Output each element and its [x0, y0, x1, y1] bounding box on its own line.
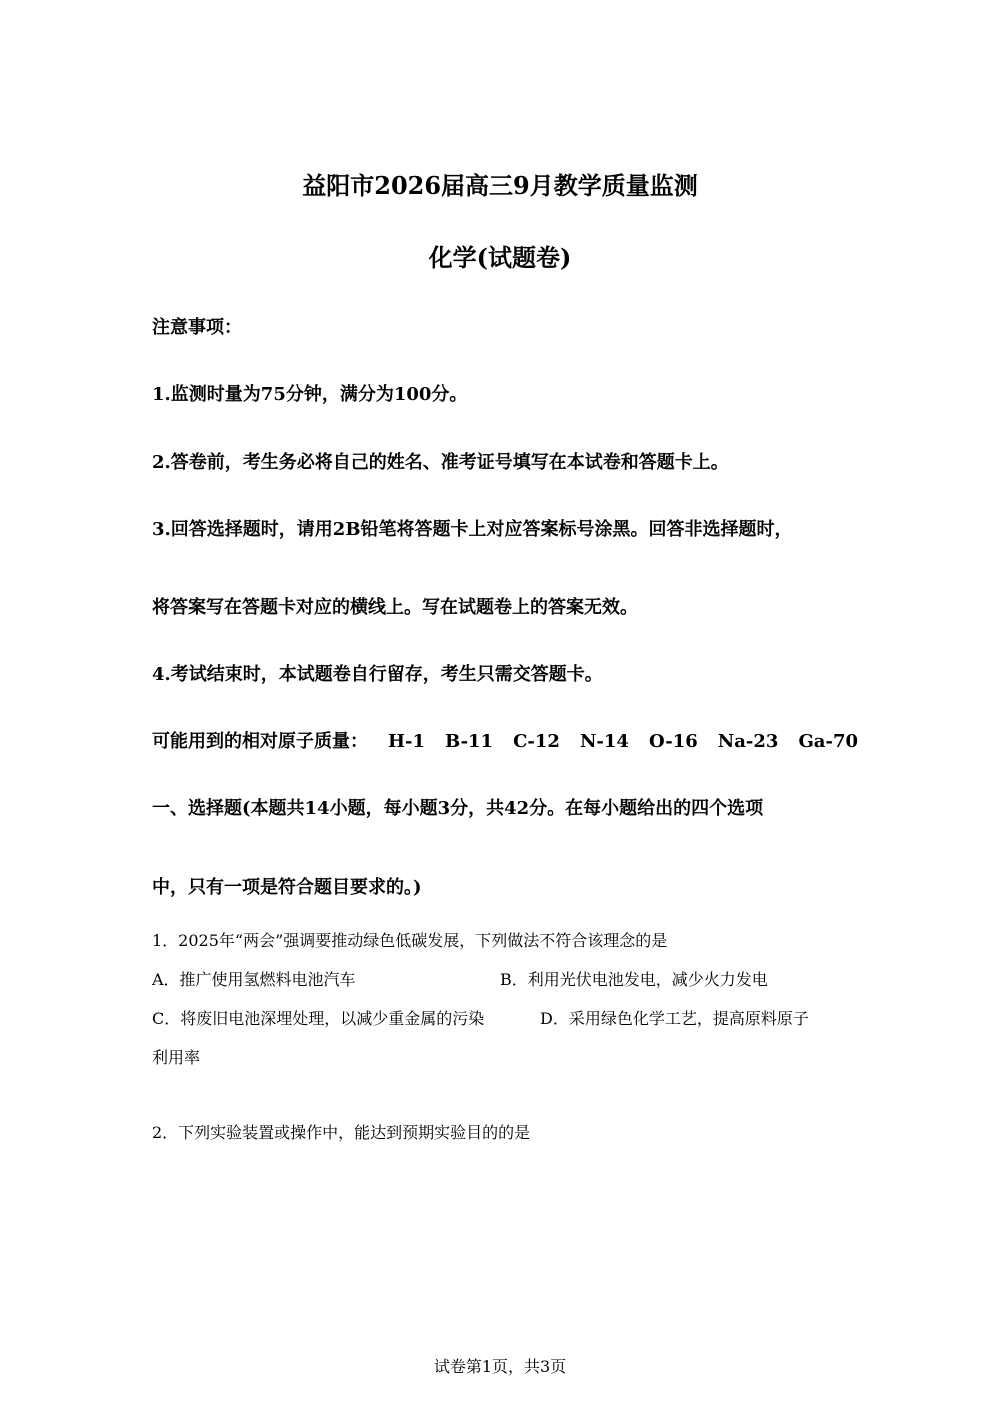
notice-item-3: 3.回答选择题时，请用2B铅笔将答题卡上对应答案标号涂黑。回答非选择题时，: [152, 519, 793, 540]
section1-heading: 一、选择题(本题共14小题，每小题3分，共42分。在每小题给出的四个选项: [152, 798, 764, 819]
atomic-masses-label: 可能用到的相对原子质量：: [152, 731, 368, 752]
question-1-option-d: D．采用绿色化学工艺，提高原料原子: [540, 1009, 809, 1028]
notice-item-1: 1.监测时量为75分钟，满分为100分。: [152, 384, 468, 405]
section1-heading-cont: 中，只有一项是符合题目要求的。): [152, 877, 422, 898]
mass-b: B-11: [445, 731, 494, 752]
question-1-option-c: C．将废旧电池深埋处理，以减少重金属的污染: [152, 1009, 485, 1028]
mass-c: C-12: [513, 731, 560, 752]
notice-item-2: 2.答卷前，考生务必将自己的姓名、准考证号填写在本试卷和答题卡上。: [152, 452, 729, 473]
mass-na: Na-23: [717, 731, 779, 752]
question-1-option-b: B．利用光伏电池发电，减少火力发电: [500, 970, 768, 989]
notice-heading: 注意事项：: [152, 317, 242, 338]
mass-n: N-14: [579, 731, 629, 752]
question-1-option-d-cont: 利用率: [152, 1048, 201, 1067]
notice-item-3-cont: 将答案写在答题卡对应的横线上。写在试题卷上的答案无效。: [152, 597, 638, 618]
mass-ga: Ga-70: [798, 731, 858, 752]
question-2-stem: 2．下列实验装置或操作中，能达到预期实验目的的是: [152, 1123, 531, 1142]
notice-item-4: 4.考试结束时，本试题卷自行留存，考生只需交答题卡。: [152, 664, 603, 685]
mass-h: H-1: [388, 731, 426, 752]
question-1-option-a: A．推广使用氢燃料电池汽车: [152, 970, 356, 989]
atomic-masses: [152, 730, 858, 754]
page-title: 益阳市2026届高三9月教学质量监测: [302, 171, 698, 200]
question-1-stem: 1．2025年“两会”强调要推动绿色低碳发展，下列做法不符合该理念的是: [152, 931, 668, 950]
page-footer: 试卷第1页，共3页: [433, 1357, 567, 1376]
mass-o: O-16: [648, 731, 698, 752]
page-subtitle: 化学(试题卷): [428, 243, 572, 272]
